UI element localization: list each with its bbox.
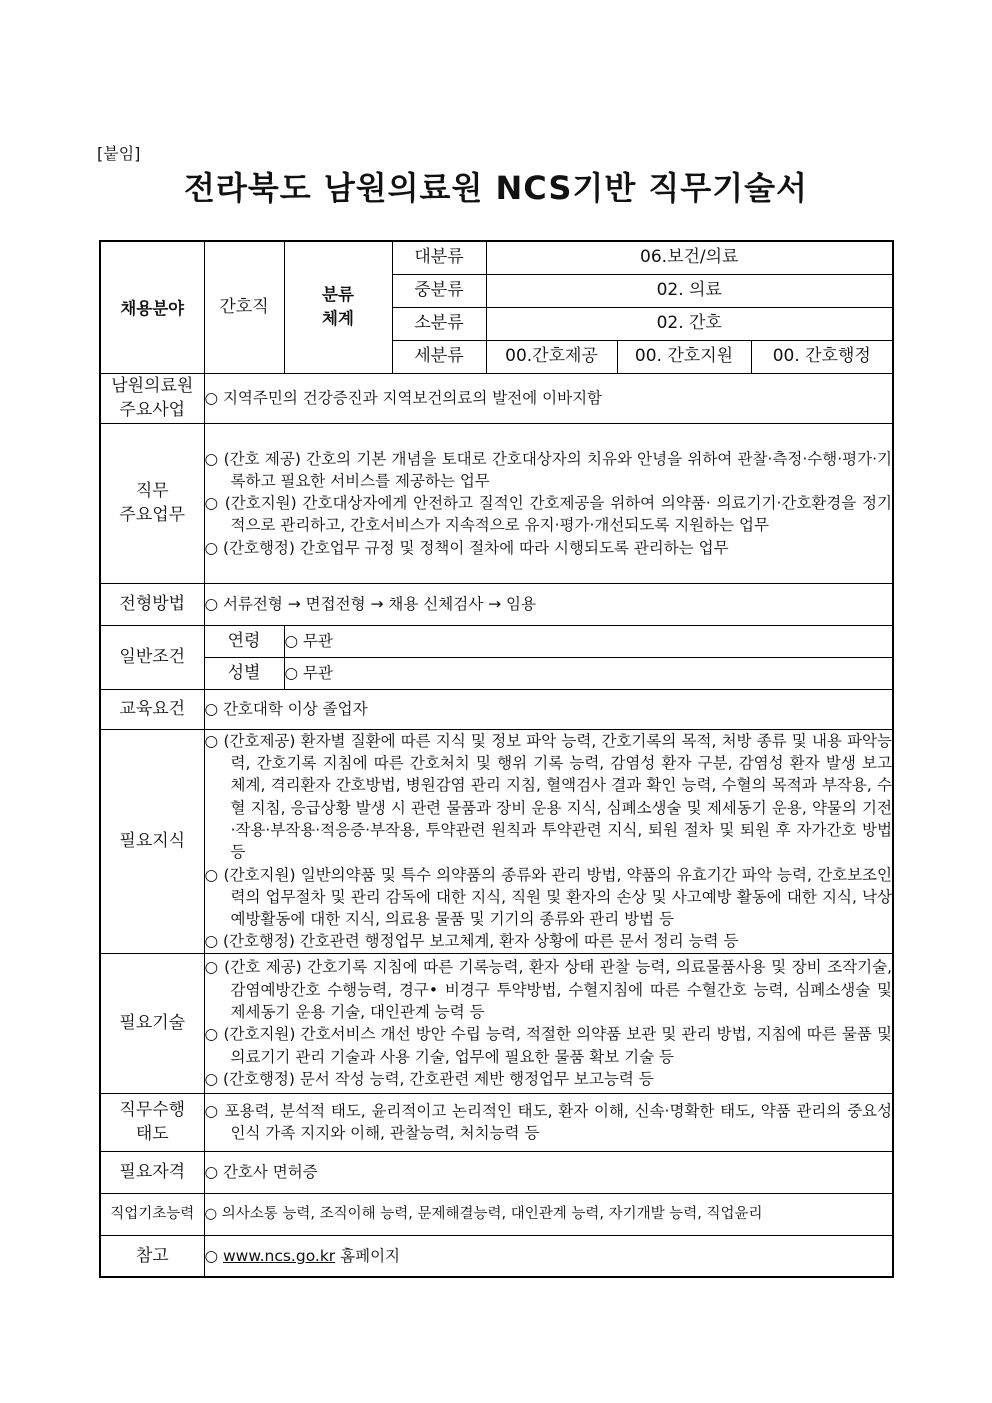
qualification-label: 필요자격 [100,1151,204,1193]
system-label-line1: 분류 [322,285,354,305]
basic-ability-content: ○ 의사소통 능력, 조직이해 능력, 문제해결능력, 대인관계 능력, 자기개발 능력, 직업윤리 [204,1193,893,1235]
selection-content: ○ 서류전형 → 면접전형 → 채용 신체검사 → 임용 [204,583,893,625]
list-item: ○ (간호 제공) 간호기록 지침에 따른 기록능력, 환자 상태 관찰 능력, 의료물품사용 및 장비 조작기술, 감염예방간호 수행능력, 경구• 비경구 투약방법, 수혈지침에 따른 수혈간호 능력, 심폐소생술 및 제세동기 운용 기술, 대인관계 능력 등 [204,958,893,1021]
attachment-label: [붙임] [97,144,141,163]
attitude-label-line2: 태도 [135,1124,169,1145]
reference-content [204,1235,893,1277]
gender-label: 성별 [204,657,284,689]
page-title: 전라북도 남원의료원 NCS기반 직무기술서 [184,169,808,207]
middle-category-label: 중분류 [392,274,486,307]
detail-category-label: 세분류 [392,340,486,373]
knowledge-content [204,729,893,953]
duties-label-line2: 주요업무 [119,505,186,526]
list-item: ○ (간호지원) 간호대상자에게 안전하고 질적인 간호제공을 위하여 의약품· 의료기기·간호환경을 정기적으로 관리하고, 간호서비스가 지속적으로 유지·평가·개선되도록 지원하는 업무 [204,494,893,535]
detail-category-value: 00.간호제공 [486,340,617,373]
education-content: ○ 간호대학 이상 졸업자 [204,689,893,729]
list-item: ○ (간호행정) 간호업무 규정 및 정책이 절차에 따라 시행되도록 관리하는 업무 [204,538,729,557]
age-value: ○ 무관 [284,625,893,657]
reference-bullet: ○ [204,1246,219,1265]
qualification-content: ○ 간호사 면허증 [204,1151,893,1193]
reference-label: 참고 [100,1235,204,1277]
main-business-label-line2: 주요사업 [119,400,186,421]
duties-label [100,423,204,583]
detail-category-value: 00. 간호행정 [751,340,893,373]
main-business-content [204,373,893,423]
list-item: ○ (간호행정) 문서 작성 능력, 간호관련 제반 행정업무 보고능력 등 [204,1069,654,1088]
gender-value: ○ 무관 [284,657,893,689]
duties-content [204,423,893,583]
list-item: ○ (간호행정) 간호관련 행정업무 보고체계, 환자 상황에 따른 문서 정리 능력 등 [204,932,739,951]
detail-category-value: 00. 간호지원 [617,340,751,373]
system-label-line2: 체계 [322,309,354,329]
main-business-label-line1: 남원의료원 [111,375,194,396]
list-item: ○ (간호지원) 일반의약품 및 특수 의약품의 종류와 관리 방법, 약품의 유효기간 파악 능력, 간호보조인력의 업무절차 및 관리 감독에 대한 지식, 직원 및 환자의 손상 및 사고예방 활동에 대한 지식, 낙상예방활동에 대한 지식, 의료용 물품 및 기기의 종류와 관리 방법 등 [204,865,893,929]
duties-label-line1: 직무 [135,480,169,501]
attitude-label [100,1093,204,1151]
attitude-label-line1: 직무수행 [119,1099,186,1120]
list-item: ○ (간호 제공) 간호의 기본 개념을 토대로 간호대상자의 치유와 안녕을 위하여 관찰·측정·수행·평가·기록하고 필요한 서비스를 제공하는 업무 [204,449,893,490]
education-label: 교육요건 [100,689,204,729]
minor-category-value: 02. 간호 [486,307,893,340]
selection-label: 전형방법 [100,583,204,625]
basic-ability-label: 직업기초능력 [100,1193,204,1235]
system-label [284,241,392,373]
knowledge-label: 필요지식 [100,729,204,953]
middle-category-value: 02. 의료 [486,274,893,307]
general-label: 일반조건 [100,625,204,689]
reference-suffix: 홈페이지 [340,1246,401,1265]
minor-category-label: 소분류 [392,307,486,340]
list-item: ○ (간호지원) 간호서비스 개선 방안 수립 능력, 적절한 의약품 보관 및 관리 방법, 지침에 따른 물품 및 의료기기 관리 기술과 사용 기술, 업무에 필요한 물품 확보 기술 등 [204,1025,893,1066]
field-label: 채용분야 [100,241,204,373]
attitude-content [204,1093,893,1151]
list-item: ○ 포용력, 분석적 태도, 윤리적이고 논리적인 태도, 환자 이해, 신속·명확한 태도, 약품 관리의 중요성 인식 가족 지지와 이해, 관찰능력, 처치능력 등 [204,1101,893,1143]
major-category-label: 대분류 [392,241,486,274]
job-description-table [99,240,894,1278]
list-item: ○ (간호제공) 환자별 질환에 따른 지식 및 정보 파악 능력, 간호기록의 목적, 처방 종류 및 내용 파악능력, 간호기록 지침에 따른 간호처치 및 행위 기록 능력, 감염성 환자 구분, 감염성 환자 발생 보고 체계, 격리환자 간호방법, 병원감염 관리 지침, 혈액검사 결과 확인 능력, 수혈의 목적과 부작용, 수혈 지침, 응급상황 발생 시 관련 물품과 장비 운용 지식, 심폐소생술 및 제세동기 운용, 약물의 기전·작용·부작용·적응증·부작용, 투약관련 원칙과 투약관련 지식, 퇴원 절차 및 퇴원 후 자가간호 방법 등 [204,731,893,862]
main-business-label [100,373,204,423]
ncs-website-link[interactable]: www.ncs.go.kr [222,1246,336,1265]
major-category-value: 06.보건/의료 [486,241,893,274]
list-item: ○ 지역주민의 건강증진과 지역보건의료의 발전에 이바지함 [204,388,603,407]
field-value: 간호직 [204,241,284,373]
age-label: 연령 [204,625,284,657]
skills-label: 필요기술 [100,953,204,1093]
skills-content [204,953,893,1093]
